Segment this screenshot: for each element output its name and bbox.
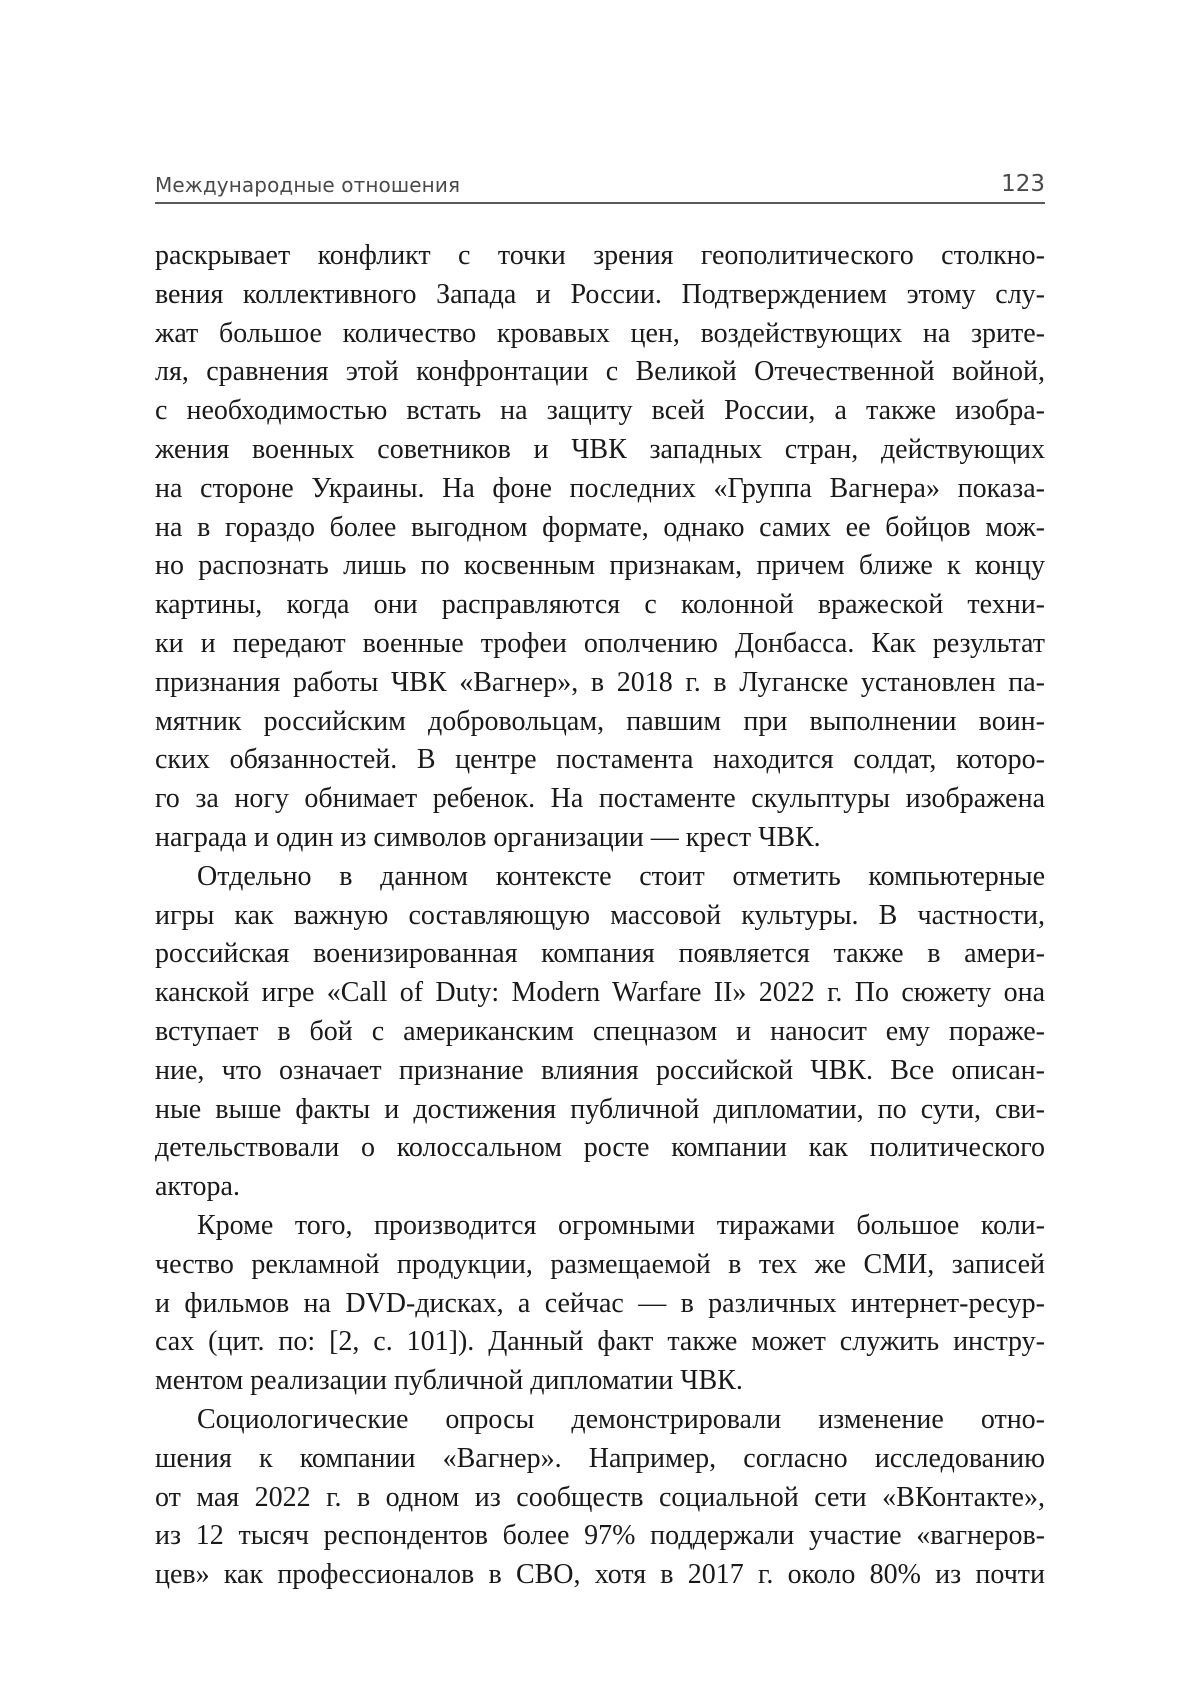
text-line: вения коллективного Запада и России. Подтверждением этому слу-	[155, 278, 1045, 310]
text-line: жения военных советников и ЧВК западных стран, действующих	[155, 433, 1045, 465]
text-line: жат большое количество кровавых цен, воздействующих на зрите-	[155, 317, 1045, 349]
running-header	[155, 168, 1045, 204]
text-line: игры как важную составляющую массовой культуры. В частности,	[155, 899, 1045, 931]
text-line: раскрывает конфликт с точки зрения геополитического столкно-	[155, 240, 1045, 271]
text-line: цев» как профессионалов в СВО, хотя в 2017 г. около 80% из почти	[155, 1559, 1045, 1591]
text-line: Социологические опросы демонстрировали изменение отно-	[197, 1403, 1045, 1435]
text-line: с необходимостью встать на защиту всей России, а также изобра-	[155, 395, 1045, 427]
text-line: канской игре «Call of Duty: Modern Warfare II» 2022 г. По сюжету она	[155, 977, 1045, 1009]
text-line: но распознать лишь по косвенным признакам, причем ближе к концу	[155, 550, 1045, 582]
text-line: на стороне Украины. На фоне последних «Группа Вагнера» показа-	[155, 472, 1045, 504]
text-line: сах (цит. по: [2, с. 101]). Данный факт также может служить инстру-	[155, 1326, 1045, 1358]
text-line: ние, что означает признание влияния российской ЧВК. Все описан-	[155, 1054, 1045, 1086]
text-line: от мая 2022 г. в одном из сообществ социальной сети «ВКонтакте»,	[155, 1481, 1045, 1513]
text-line: российская военизированная компания появляется также в амери-	[155, 938, 1045, 970]
text-line: актора.	[155, 1171, 240, 1203]
text-line: признания работы ЧВК «Вагнер», в 2018 г. в Луганске установлен па-	[155, 666, 1045, 698]
text-line: из 12 тысяч респондентов более 97% поддержали участие «вагнеров-	[155, 1520, 1045, 1552]
text-line: шения к компании «Вагнер». Например, согласно исследованию	[155, 1442, 1045, 1474]
text-line: го за ногу обнимает ребенок. На постаменте скульптуры изображена	[155, 783, 1045, 815]
text-line: ные выше факты и достижения публичной дипломатии, по сути, сви-	[155, 1093, 1045, 1125]
text-line: чество рекламной продукции, размещаемой в тех же СМИ, записей	[155, 1248, 1045, 1280]
text-line: картины, когда они расправляются с колонной вражеской техни-	[155, 589, 1045, 621]
text-line: вступает в бой с американским спецназом и наносит ему пораже-	[155, 1015, 1045, 1047]
text-line: ля, сравнения этой конфронтации с Великой Отечественной войной,	[155, 356, 1045, 388]
text-line: ки и передают военные трофеи ополчению Донбасса. Как результат	[155, 627, 1045, 659]
text-line: награда и один из символов организации — крест ЧВК.	[155, 821, 821, 853]
page-number: 123	[1001, 171, 1045, 197]
header-title: Международные отношения	[155, 173, 461, 197]
text-line: ских обязанностей. В центре постамента находится солдат, которо-	[155, 744, 1045, 776]
text-line: детельствовали о колоссальном росте компании как политического	[155, 1132, 1045, 1164]
text-line: на в гораздо более выгодном формате, однако самих ее бойцов мож-	[155, 511, 1045, 543]
text-line: ментом реализации публичной дипломатии ЧВК.	[155, 1365, 743, 1397]
body-text	[155, 237, 1045, 1595]
text-line: Кроме того, производится огромными тиражами большое коли-	[197, 1209, 1045, 1241]
text-line: и фильмов на DVD-дисках, а сейчас — в различных интернет-ресур-	[155, 1287, 1045, 1319]
text-line: мятник российским добровольцам, павшим при выполнении воин-	[155, 705, 1045, 737]
text-line: Отдельно в данном контексте стоит отметить компьютерные	[197, 860, 1045, 892]
